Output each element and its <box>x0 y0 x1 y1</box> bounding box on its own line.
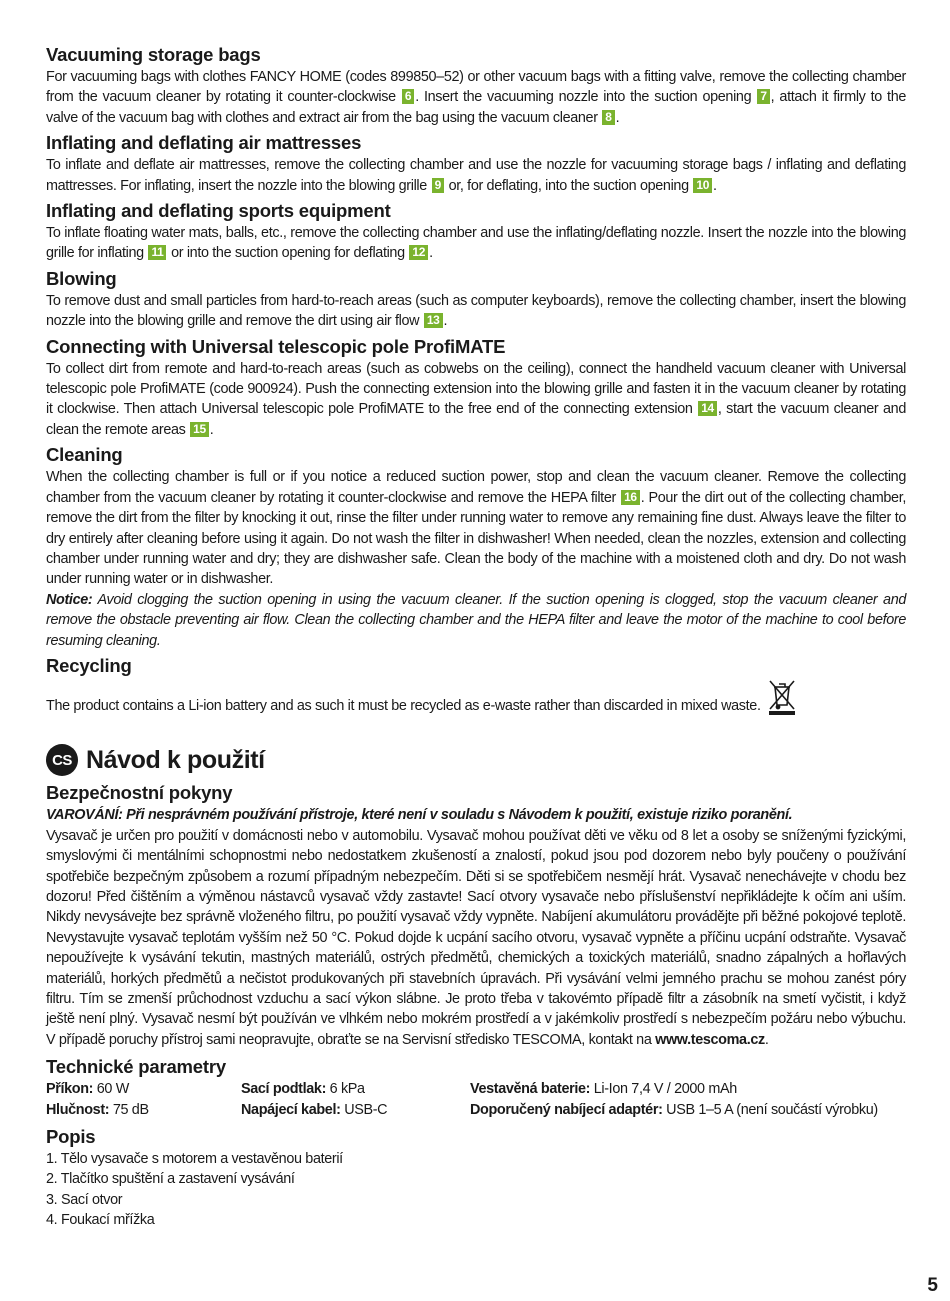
text-run: For vacuuming bags with clothes FANCY HOME (codes 899850–52) or other vacuum bags with a fitting valve, remove the collecting chamber from the vacuum cleaner by rotating it counter-clockwise <box>46 69 906 106</box>
text-run: When the collecting chamber is full or if you notice a reduced suction power, stop and clean the vacuum cleaner. Remove the collecting chamber from the vacuum cleaner by rotating it counter-clockwise and remove the HEPA filter <box>46 469 906 506</box>
section-title: Vacuuming storage bags <box>46 44 261 65</box>
cs-manual-heading <box>46 744 906 776</box>
list-item: 2. Tlačítko spuštění a zastavení vysávání <box>46 1171 295 1188</box>
param-battery <box>470 1079 906 1099</box>
section-cleaning <box>46 444 906 651</box>
text-run: . <box>209 421 214 438</box>
figure-ref-6: 6 <box>402 89 414 104</box>
text-run: or into the suction opening for deflating <box>167 245 409 262</box>
text-run: . <box>443 313 448 330</box>
param-suction <box>241 1079 470 1099</box>
param-label: Doporučený nabíjecí adaptér: <box>470 1101 663 1118</box>
section-blowing <box>46 268 906 332</box>
figure-ref-14: 14 <box>698 401 717 416</box>
text-run: . <box>429 245 433 262</box>
figure-ref-7: 7 <box>757 89 769 104</box>
section-recycling <box>46 655 906 722</box>
section-text <box>46 223 906 264</box>
param-label: Napájecí kabel: <box>241 1101 341 1118</box>
text-run: . Pour the dirt out of the collecting chamber, remove the dirt from the filter by knocking it out, rinse the filter under running water to remove any remaining fine dust. Always leave the filter to dry entirely after cleaning before using it again. Do not wash the filter in dishwasher! When needed, clean the nozzles, extension and collecting chamber under running water and dry; they are dishwasher safe. Clean the body of the machine with a moistened cloth and dry. Do not wash under running water or in dishwasher. <box>46 489 906 588</box>
section-title: Technické parametry <box>46 1056 226 1078</box>
section-safety <box>46 782 906 1050</box>
section-text <box>46 678 906 722</box>
section-description <box>46 1126 906 1231</box>
text-run: or, for deflating, into the suction opening <box>444 177 693 194</box>
param-power <box>46 1079 241 1099</box>
section-title: Popis <box>46 1126 96 1148</box>
figure-ref-16: 16 <box>621 490 640 505</box>
section-text <box>46 155 906 196</box>
section-title: Inflating and deflating air mattresses <box>46 132 362 154</box>
section-sports-equipment <box>46 200 906 264</box>
text-run: . Insert the vacuuming nozzle into the suction opening <box>415 89 757 106</box>
param-value: 75 dB <box>109 1101 149 1118</box>
section-title: Recycling <box>46 654 132 676</box>
section-text <box>46 291 906 332</box>
notice-label: Notice: <box>46 591 93 608</box>
text-run: The product contains a Li-ion battery and as such it must be recycled as e-waste rather than discarded in mixed waste. <box>46 697 761 714</box>
manual-title: Návod k použití <box>86 745 265 774</box>
section-vacuuming-storage-bags <box>46 44 906 128</box>
section-text <box>46 826 906 1050</box>
section-title: Connecting with Universal telescopic pole ProfiMATE <box>46 335 506 357</box>
text-run: . <box>615 109 620 126</box>
param-label: Příkon: <box>46 1081 94 1098</box>
list-item: 1. Tělo vysavače s motorem a vestavěnou baterií <box>46 1151 343 1168</box>
section-title: Cleaning <box>46 444 123 466</box>
section-title: Bezpečnostní pokyny <box>46 782 233 804</box>
param-noise <box>46 1100 241 1120</box>
text-run: To inflate and deflate air mattresses, remove the collecting chamber and use the nozzle for vacuuming storage bags / inflating and deflating mattresses. For inflating, insert the nozzle into the blowing grille <box>46 157 906 194</box>
param-value: 60 W <box>93 1081 129 1098</box>
list-item: 3. Sací otvor <box>46 1191 123 1208</box>
param-value: USB-C <box>340 1101 388 1118</box>
figure-ref-9: 9 <box>432 178 444 193</box>
section-air-mattresses <box>46 132 906 196</box>
parts-list <box>46 1149 906 1231</box>
parameters-grid <box>46 1079 906 1120</box>
param-label: Hlučnost: <box>46 1101 110 1118</box>
text-run: Vysavač je určen pro použití v domácnosti nebo v automobilu. Vysavač mohou používat děti ve věku od 8 let a osoby se sníženými fyzickými, smyslovými či mentálními schopnostmi nebo nedostatkem zkušeností a znalostí, pokud jsou pod dozorem nebo byly poučeny o používání spotřebiče bezpečným způsobem a rozumí případným nebezpečím. Děti si se spotřebičem nesmějí hrát. Vysavač nenechávejte v chodu bez dozoru! Před čištěním a výměnou nástavců vysavač vždy zastavte! Sací otvory vysavače nebo příslušenství nepřikládejte k očím ani uším. Nikdy nevysávejte bez správně vloženého filtru, po použití vysavač vždy vypněte. Nabíjení akumulátoru provádějte při běžné pokojové teplotě. Nevystavujte vysavač teplotám vyšším než 50 °C. Pokud dojde k ucpání sacího otvoru, vysavač vypněte a příčinu ucpání odstraňte. Vysavač nepoužívejte k vysávání tekutin, mastných materiálů, ostrých předmětů, chemických a toxických materiálů, snadno zápalných a hořlavých materiálů, horkých předmětů a nečistot produkovaných při stavebních úpravách. Při vysávání velmi jemného prachu se mohou zanést póry filtru. Tím se zmenší průchodnost vzduchu a sací výkon slábne. Je proto třeba v takovémto případě filtr a zásobník na smetí vyčistit, i když ještě není plný. Vysavač nesmí být používán ve vlhkém nebo mokrém prostředí a v jakémkoliv prostředí s nebezpečím požáru nebo výbuchu. V případě poruchy přístroj sami neopravujte, obraťte se na Servisní středisko TESCOMA, kontakt na <box>46 827 906 1048</box>
figure-ref-8: 8 <box>602 110 614 125</box>
section-technical-parameters <box>46 1056 906 1120</box>
section-title: Inflating and deflating sports equipment <box>46 200 391 222</box>
param-label: Sací podtlak: <box>241 1081 327 1098</box>
param-value: USB 1–5 A (není součástí výrobku) <box>662 1101 878 1118</box>
param-label: Vestavěná baterie: <box>470 1081 591 1098</box>
notice-text <box>46 590 906 651</box>
section-title: Blowing <box>46 267 117 289</box>
section-profimate <box>46 336 906 441</box>
list-item: 4. Foukací mřížka <box>46 1212 155 1229</box>
figure-ref-11: 11 <box>148 245 166 260</box>
figure-ref-15: 15 <box>190 422 209 437</box>
page-number: 5 <box>927 1275 938 1296</box>
text-run: To inflate floating water mats, balls, etc., remove the collecting chamber and use the inflating/deflating nozzle. Insert the nozzle into the blowing grille for inflating <box>46 225 906 262</box>
warning-text: VAROVÁNÍ: Při nesprávném používání přístroje, které není v souladu s Návodem k použití, existuje riziko poranění. <box>46 807 793 824</box>
text-run: To collect dirt from remote and hard-to-reach areas (such as cobwebs on the ceiling), connect the handheld vacuum cleaner with Universal telescopic pole ProfiMATE (code 900924). Push the connecting extension into the blowing grille and fasten it in the vacuum cleaner by rotating it clockwise. Then attach Universal telescopic pole ProfiMATE to the free end of the connecting extension <box>46 360 906 418</box>
website-link[interactable]: www.tescoma.cz <box>655 1031 765 1048</box>
figure-ref-10: 10 <box>693 178 712 193</box>
text-run: , attach it firmly to the valve of the vacuum bag with clothes and extract air from the bag using the vacuum cleaner <box>46 89 907 126</box>
param-value: Li-Ion 7,4 V / 2000 mAh <box>590 1081 737 1098</box>
crossed-out-wheelie-bin-icon <box>767 678 797 722</box>
section-text <box>46 467 906 589</box>
figure-ref-13: 13 <box>424 313 443 328</box>
section-text <box>46 67 906 128</box>
section-text <box>46 359 906 441</box>
text-run: . <box>713 177 717 194</box>
param-cable <box>241 1100 470 1120</box>
text-run: To remove dust and small particles from hard-to-reach areas (such as computer keyboards), remove the collecting chamber, insert the blowing nozzle into the blowing grille and remove the dirt using air flow <box>46 292 906 330</box>
text-run: . <box>764 1031 769 1048</box>
text-run: Avoid clogging the suction opening in using the vacuum cleaner. If the suction opening is clogged, stop the vacuum cleaner and remove the obstacle preventing air flow. Clean the collecting chamber and the HEPA filter and leave the motor of the machine to cool before resuming cleaning. <box>46 591 906 649</box>
param-adapter <box>470 1100 906 1120</box>
param-value: 6 kPa <box>326 1081 365 1098</box>
page-content <box>46 44 906 1235</box>
text-run: , start the vacuum cleaner and clean the remote areas <box>46 401 906 438</box>
figure-ref-12: 12 <box>409 245 428 260</box>
language-badge-cs: CS <box>46 744 78 776</box>
